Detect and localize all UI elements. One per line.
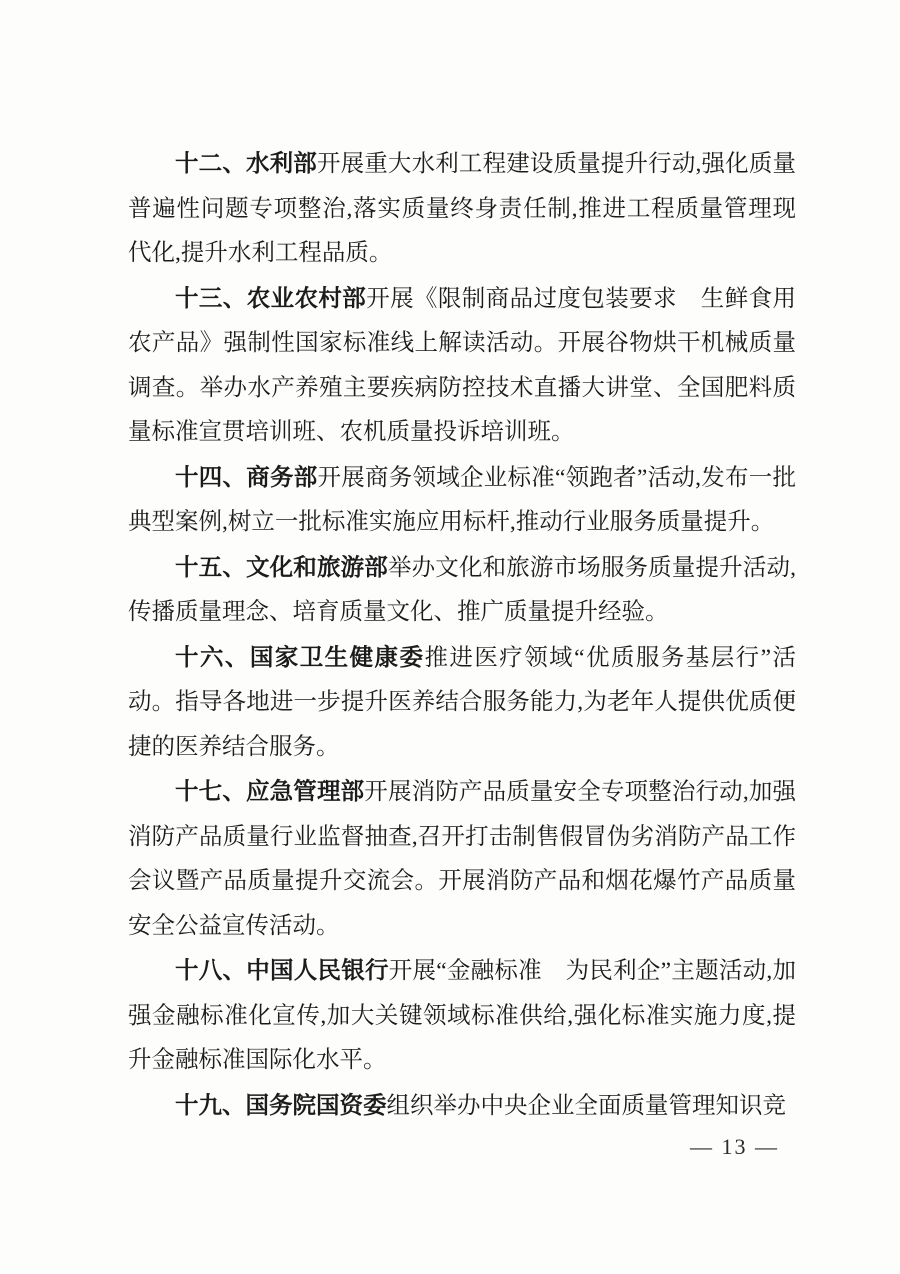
paragraph-19-guoziwei	[128, 1083, 796, 1129]
paragraph-text: 举办文化和旅游市场服务质量提升活动,传播质量理念、培育质量文化、推广质量提升经验。	[128, 554, 797, 625]
paragraph-lead: 十九、国务院国资委	[175, 1091, 387, 1118]
paragraph-14-shangwubu	[128, 455, 796, 545]
paragraph-lead: 十三、农业农村部	[175, 284, 367, 311]
paragraph-lead: 十四、商务部	[175, 463, 318, 490]
paragraph-13-nongyenongcunbu	[128, 276, 796, 455]
paragraph-text: 推进医疗领域“优质服务基层行”活动。指导各地进一步提升医养结合服务能力,为老年人提供优质便捷的医养结合服务。	[128, 644, 796, 760]
paragraph-lead: 十八、中国人民银行	[175, 957, 389, 983]
paragraph-15-wenhualvyoubu	[128, 545, 796, 635]
page-number: — 13 —	[690, 1134, 779, 1159]
document-body	[128, 141, 796, 1128]
paragraph-lead: 十五、文化和旅游部	[175, 553, 388, 580]
paragraph-lead: 十六、国家卫生健康委	[175, 643, 425, 670]
paragraph-16-weishengjiankangwei	[128, 635, 796, 770]
paragraph-lead: 十二、水利部	[175, 150, 317, 176]
paragraph-text: 开展“金融标准 为民利企”主题活动,加强金融标准化宣传,加大关键领域标准供给,强化标准实施力度,提升金融标准国际化水平。	[128, 958, 796, 1073]
paragraph-17-yingjiguanlibu	[128, 769, 796, 948]
paragraph-text: 开展消防产品质量安全专项整治行动,加强消防产品质量行业监督抽查,召开打击制售假冒伪劣消防产品工作会议暨产品质量提升交流会。开展消防产品和烟花爆竹产品质量安全公益宣传活动。	[128, 779, 797, 939]
paragraph-18-renminyinhang	[128, 948, 796, 1083]
paragraph-12-shuilibu	[128, 141, 796, 276]
paragraph-text: 开展重大水利工程建设质量提升行动,强化质量普遍性问题专项整治,落实质量终身责任制,推进工程质量管理现代化,提升水利工程品质。	[128, 151, 797, 266]
paragraph-text: 组织举办中央企业全面质量管理知识竞	[386, 1092, 786, 1119]
paragraph-lead: 十七、应急管理部	[175, 778, 365, 804]
paragraph-text: 开展商务领域企业标准“领跑者”活动,发布一批典型案例,树立一批标准实施应用标杆,推动行业服务质量提升。	[128, 464, 796, 535]
paragraph-text: 开展《限制商品过度包装要求 生鲜食用农产品》强制性国家标准线上解读活动。开展谷物烘干机械质量调查。举办水产养殖主要疾病防控技术直播大讲堂、全国肥料质量标准宣贯培训班、农机质量投诉培训班。	[128, 285, 797, 445]
